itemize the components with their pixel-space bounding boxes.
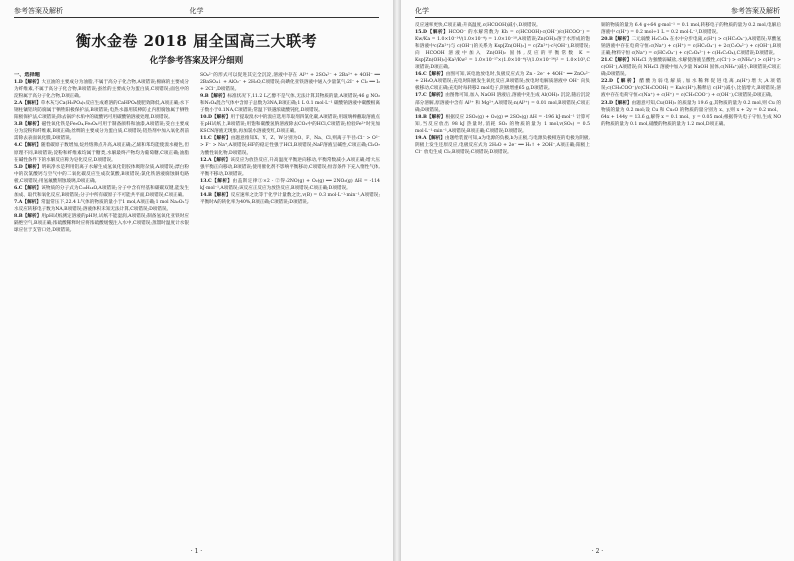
left-page <box>0 0 393 561</box>
answer-text: 由图可知,该电池放电时,负极反应式为 Zn - 2e⁻ + 4OH⁻ ══ ZnO₂²⁻ + 2H₂O,A项错误;充电时阳极发生氧化反应,B项错误;放电时电解质溶液中 OH⁻ 向负极移动,C项正确;充电时每转移2 mol电子,阴极增重65 g,D项错误。 <box>415 72 590 92</box>
analysis-tag: 【解析】 <box>211 178 233 184</box>
answer-number: 18.B <box>415 114 427 120</box>
answer-text: 二元弱酸 H₂C₂O₄ 在水中分步电离,c(H⁺) > c(HC₂O₄⁻),A项错误;草酸氢钠溶液中存在电荷守恒:c(Na⁺) + c(H⁺) = c(HC₂O₄⁻) + 2c(C₂O₄²⁻) + c(OH⁻),B项正确;物料守恒 c(Na⁺) = c(HC₂O₄⁻) + c(C₂O₄²⁻) + c(H₂C₂O₄),C项错误;D项错误。 <box>601 37 781 57</box>
answer-item <box>14 213 189 234</box>
page-number-2: · 2 · <box>591 548 604 555</box>
answer-item <box>415 29 590 71</box>
document-title: 衡水金卷 2018 届全国高三大联考 <box>75 32 318 50</box>
answer-item <box>200 93 380 114</box>
answer-item <box>200 192 380 206</box>
analysis-tag: 【解析】 <box>22 213 42 219</box>
answer-item <box>14 142 189 163</box>
analysis-tag: 【解析】 <box>211 157 231 163</box>
left-page-header <box>14 5 379 18</box>
answer-text: 用pH试纸测定溶液的pH时,试纸不能湿润,A项错误;制备氢氧化亚铁时应隔绝空气,B项正确;浓硫酸稀释时应将浓硫酸缓慢注入水中,C项错误;蒸馏时温度计水银球应位于支管口处,D项错误。 <box>14 213 189 234</box>
answer-item <box>200 157 380 178</box>
answer-text: NH₄Cl 为强酸弱碱盐,水解使溶液呈酸性,c(Cl⁻) > c(NH₄⁺) > c(H⁺) > c(OH⁻),A项错误;向 NH₄Cl 溶液中加入少量 NaOH 固体,c(NH₄⁺)减小,B项错误;C项正确;D项错误。 <box>601 58 781 78</box>
answer-text: 磁性氧化铁是Fe₃O₄,Fe₃O₄可用于制备颜料和油漆,A项错误;茭白主要成分为淀粉和纤维素,B项正确;丝绸的主要成分为蛋白质,C项错误;铝热剂中加入氧化剂前需除去表面氧化膜,D项错误。 <box>14 122 189 142</box>
analysis-tag: 【解析】 <box>612 79 640 85</box>
answer-item <box>415 22 590 29</box>
answer-item <box>200 178 380 192</box>
right-header-subject: 化学 <box>415 7 429 15</box>
answer-number: 5.D <box>14 164 23 170</box>
answer-item <box>14 185 189 199</box>
answer-number: 15.D <box>415 30 427 36</box>
answer-text: 常温常压下,22.4 L气体的物质的量小于1 mol,A项正确;1 mol Na₂O₂与水反应转移电子数为NA,B项错误;溶液体积未知无法计算,C项错误;D项错误。 <box>14 199 189 212</box>
answer-text: 大豆油的主要成分为油脂,不属于高分子化合物,A项错误;棉麻的主要成分为纤维素,不属于高分子化合物,B项错误;蚕丝的主要成分为蛋白质,C项错误;面包中的淀粉属于高分子化合物,D项正确。 <box>14 80 189 100</box>
analysis-tag: 【解析】 <box>612 58 632 64</box>
left-column-1 <box>14 72 189 542</box>
answer-number: 20.B <box>601 37 613 43</box>
answer-text: 由题意推知X、Y、Z、W分别为O、F、Na、Cl,则离子半径:Cl⁻ > O²⁻ > F⁻ > Na⁺,A项错误;HF的稳定性强于HCl,B项错误;NaF溶液呈碱性,C项正确;Cl₂O₇为酸性氧化物,D项错误。 <box>200 136 380 156</box>
analysis-tag: 【解析】 <box>211 136 231 142</box>
answer-item <box>601 57 781 78</box>
answer-number: 11.C <box>200 136 212 142</box>
right-column-1 <box>415 22 590 544</box>
answer-number: 1.D <box>14 80 23 86</box>
answer-text: 醋酸为弱电解质,加水稀释促进电离,n(H⁺)增大,A项错误;c(CH₃COO⁻)/c(CH₃COOH) = Ka/c(H⁺),稀释后 c(H⁺)减小,比值增大,B项错误;溶液中存在电荷守恒:c(Na⁺) + c(H⁺) = c(CH₃COO⁻) + c(OH⁻),C项错误;D项正确。 <box>601 79 781 99</box>
answer-text: 随着碳原子数增加,烷烃熔沸点升高,A项正确;乙烯和苯均能使溴水褪色,但原理不同,B项错误;淀粉和纤维素均属于糖类,水解最终产物均为葡萄糖,C项正确;油脂在碱性条件下的水解反应称为皂化反应,D项错误。 <box>14 143 189 163</box>
answer-item <box>200 72 380 93</box>
answer-text: 由题给装置可知,a为电源的负极,b为正极,与电源负极相连的电极为阴极,阴极上发生还原反应,电极反应式为 2H₂O + 2e⁻ ══ H₂↑ + 2OH⁻,A项正确;阳极上 Cl⁻ 放电生成 Cl₂,B项错误;C项错误;D项错误。 <box>415 135 590 155</box>
answer-text: 标准状况下,11.2 L乙醇不是气体,无法计算其物质的量,A项错误;46 g NO₂和N₂O₄混合气体中含原子总数为3NA,B项正确;1 L 0.1 mol·L⁻¹ 碳酸钠溶液中碳酸根离子数小于0.1NA,C项错误;常温下铁遇浓硫酸钝化,D项错误。 <box>200 94 380 114</box>
answer-text: SO₄²⁻的形式可以促进其完全沉淀,溶液中存在 Al³⁺ + 2SO₄²⁻ + 2Ba²⁺ + 4OH⁻ ══ 2BaSO₄↓ + AlO₂⁻ + 2H₂O,C项错误;向碘化亚铁溶液中通入少量氯气:2I⁻ + Cl₂ ══ I₂ + 2Cl⁻,D项错误。 <box>200 73 380 93</box>
answer-item <box>14 199 189 213</box>
answer-item <box>415 71 590 92</box>
answer-text: 草木灰与Ca(H₂PO₄)₂反应生成难溶的CaHPO₄使肥效降低,A项正确;水下钢柱镶铝块防腐属于牺牲阳极保护法,B项错误;电热水器用镁棒防止内胆腐蚀属于牺牲阳极保护法,C项错误;除去锅炉水垢中的硫酸钙可用碳酸钠溶液处理,D项错误。 <box>14 101 189 121</box>
section-heading: 一、选择题 <box>14 72 40 78</box>
analysis-tag: 【解析】 <box>22 185 42 191</box>
answer-item <box>200 135 380 156</box>
left-header-label: 参考答案及解析 <box>14 7 63 15</box>
analysis-tag: 【解析】 <box>22 122 42 128</box>
answer-text: 反应速率更快,C项正确;升高温度,c(HCOOH)减小,D项错误。 <box>415 23 541 28</box>
answer-number: 16.C <box>415 72 427 78</box>
answer-text: 由图像可知,加入 NaOH 溶液后,溶液中先生成 Al(OH)₃ 沉淀,随后沉淀部分溶解,原溶液中含有 Al³⁺ 和 Mg²⁺,A项错误;n(Al³⁺) = 0.01 mol,B项错误;C项正确;D项错误。 <box>415 93 590 113</box>
answer-number: 13.C <box>200 178 212 184</box>
answer-number: 22.D <box>601 79 613 85</box>
analysis-tag: 【解析】 <box>22 143 41 149</box>
answer-item <box>14 79 189 100</box>
analysis-tag: 【解析】 <box>426 30 449 36</box>
answer-number: 10.D <box>200 115 212 121</box>
answer-text: 铜的物质的量为 6.4 g÷64 g·mol⁻¹ = 0.1 mol,转移电子的物质的量为 0.2 mol,电解后溶液中 c(H⁺) = 0.2 mol÷1 L = 0.2 mol·L⁻¹,D项错误。 <box>601 23 781 36</box>
answer-text: 反应速率之比等于化学计量数之比,v(B) = 0.3 mol·L⁻¹·min⁻¹,A项错误;平衡时A的转化率为40%,B项正确;C项错误;D项错误。 <box>200 192 380 205</box>
answer-number: 7.A <box>14 199 23 205</box>
answer-text: 该反应为放热反应,升高温度平衡逆向移动,平衡常数减小,A项正确;增大压强平衡正向移动,B项错误;使用催化剂不影响平衡移动,C项错误;恒容条件下充入惰性气体,平衡不移动,D项错误。 <box>200 157 380 177</box>
answer-text: 由题意可知,Cu(OH)₂ 的质量为 19.6 g,其物质的量为 0.2 mol,则 Cu 的物质的量为 0.2 mol;设 Cu 和 Cu₂O 的物质的量分别为 x、y,则 x + 2y = 0.2 mol、64x + 144y = 13.6 g,解得 x = 0.1 mol、y = 0.05 mol;根据得失电子守恒,生成 NO 的物质的量为 0.1 mol,硝酸的物质的量为 1.2 mol,D项正确。 <box>601 100 781 127</box>
analysis-tag: 【解析】 <box>211 115 231 121</box>
analysis-tag: 【解析】 <box>208 94 228 100</box>
analysis-tag: 【解析】 <box>211 192 231 198</box>
answer-text: 用于提取溴水中的溴应选用萃取剂四氯化碳,A项错误;用玻璃棒蘸取溶液点在pH试纸上,B项错误;用饱和碳酸氢钠溶液除去CO₂中的HCl,C项错误;检验Fe²⁺时先加KSCN溶液无现象,再加氯水溶液变红,D项正确。 <box>200 115 380 135</box>
answer-number: 17.C <box>415 93 427 99</box>
answer-number: 19.A <box>415 135 427 141</box>
answer-number: 6.C <box>14 185 23 191</box>
answer-number: 2.A <box>14 101 23 107</box>
analysis-tag: 【解析】 <box>426 93 446 99</box>
analysis-tag: 【解析】 <box>22 80 42 86</box>
answer-text: 根据反应 2SO₂(g) + O₂(g) ⇌ 2SO₃(g) ΔH = -196 kJ·mol⁻¹ 计算可知,当反应放出 98 kJ 热量时,消耗 SO₂ 的物质的量为 1 mol,v(SO₂) = 0.5 mol·L⁻¹·min⁻¹,A项错误;B项正确;C项错误;D项错误。 <box>415 114 590 134</box>
answer-number: 14.B <box>200 192 212 198</box>
answer-text: 该物质的分子式为C₁₀H₁₄O,A项错误;分子中含有羟基和碳碳双键,能发生加成、取代和氧化反应,B项错误;分子中所有碳原子不可能共平面,D项错误;C项正确。 <box>14 185 189 198</box>
document-subtitle: 化学参考答案及评分细则 <box>149 56 244 66</box>
right-header-label: 参考答案及解析 <box>731 7 780 15</box>
answer-text: 明矾净水是利用铝离子水解生成氢氧化铝胶体吸附杂质,A项错误;漂白粉中的次氯酸钙与空气中的二氧化碳反应生成次氯酸,B项错误;氯化铁溶液腐蚀铜电路板,C项错误;用氢氟酸刻蚀玻璃,D项正确。 <box>14 164 189 184</box>
answer-item <box>14 100 189 121</box>
book-gutter <box>393 0 401 561</box>
answer-number: 21.C <box>601 58 613 64</box>
right-column-2 <box>601 22 781 544</box>
answer-number: 9.B <box>200 94 209 100</box>
answer-text: 由盖斯定律①×2 - ②得:2NO(g) + O₂(g) ══ 2NO₂(g) ΔH = -114 kJ·mol⁻¹,A项错误;该反应正反应为放热反应,B项错误;C项正确;D项错误。 <box>200 178 380 191</box>
answer-item <box>415 92 590 113</box>
answer-number: 3.B <box>14 122 23 128</box>
right-page <box>401 0 794 561</box>
answer-item <box>200 114 380 135</box>
answer-item <box>601 36 781 57</box>
answer-number: 4.C <box>14 143 23 149</box>
answer-item <box>14 164 189 185</box>
answer-number: 8.B <box>14 213 23 219</box>
analysis-tag: 【解析】 <box>22 199 41 205</box>
left-column-2 <box>200 72 380 542</box>
right-page-header <box>415 5 780 18</box>
answer-number: 23.D <box>601 100 613 106</box>
analysis-tag: 【解析】 <box>426 72 446 78</box>
answer-number: 12.A <box>200 157 212 163</box>
analysis-tag: 【解析】 <box>612 37 632 43</box>
answer-item <box>601 100 781 128</box>
left-header-subject: 化学 <box>189 7 204 15</box>
analysis-tag: 【解析】 <box>426 135 445 141</box>
analysis-tag: 【解析】 <box>22 164 42 170</box>
answer-item <box>14 121 189 142</box>
analysis-tag: 【解析】 <box>612 100 632 106</box>
analysis-tag: 【解析】 <box>22 101 41 107</box>
answer-item <box>415 135 590 156</box>
analysis-tag: 【解析】 <box>426 114 446 120</box>
answer-text: HCOO⁻ 的水解常数为 Kh = c(HCOOH)·c(OH⁻)/c(HCOO⁻) = Kw/Ka = 1.0×10⁻¹⁴/(1.0×10⁻⁴) = 1.0×10⁻¹⁰,A项错误;Zn(OH)₂溶于水形成的饱和溶液中c(Zn²⁺)与 c(OH⁻)的关系为 Ksp[Zn(OH)₂] = c(Zn²⁺)·c²(OH⁻),B项错误;向 HCOOH 溶液中加入 Zn(OH)₂ 固体,反应的平衡常数 K = Ksp[Zn(OH)₂]·Ka²/Kw² = 1.0×10⁻¹⁷×(1.0×10⁻⁴)²/(1.0×10⁻¹⁴)² = 1.0×10³,C项错误;D项正确。 <box>415 30 590 71</box>
page-number-1: · 1 · <box>190 548 203 555</box>
answer-item <box>415 114 590 135</box>
answer-item <box>601 22 781 36</box>
answer-item <box>601 78 781 99</box>
